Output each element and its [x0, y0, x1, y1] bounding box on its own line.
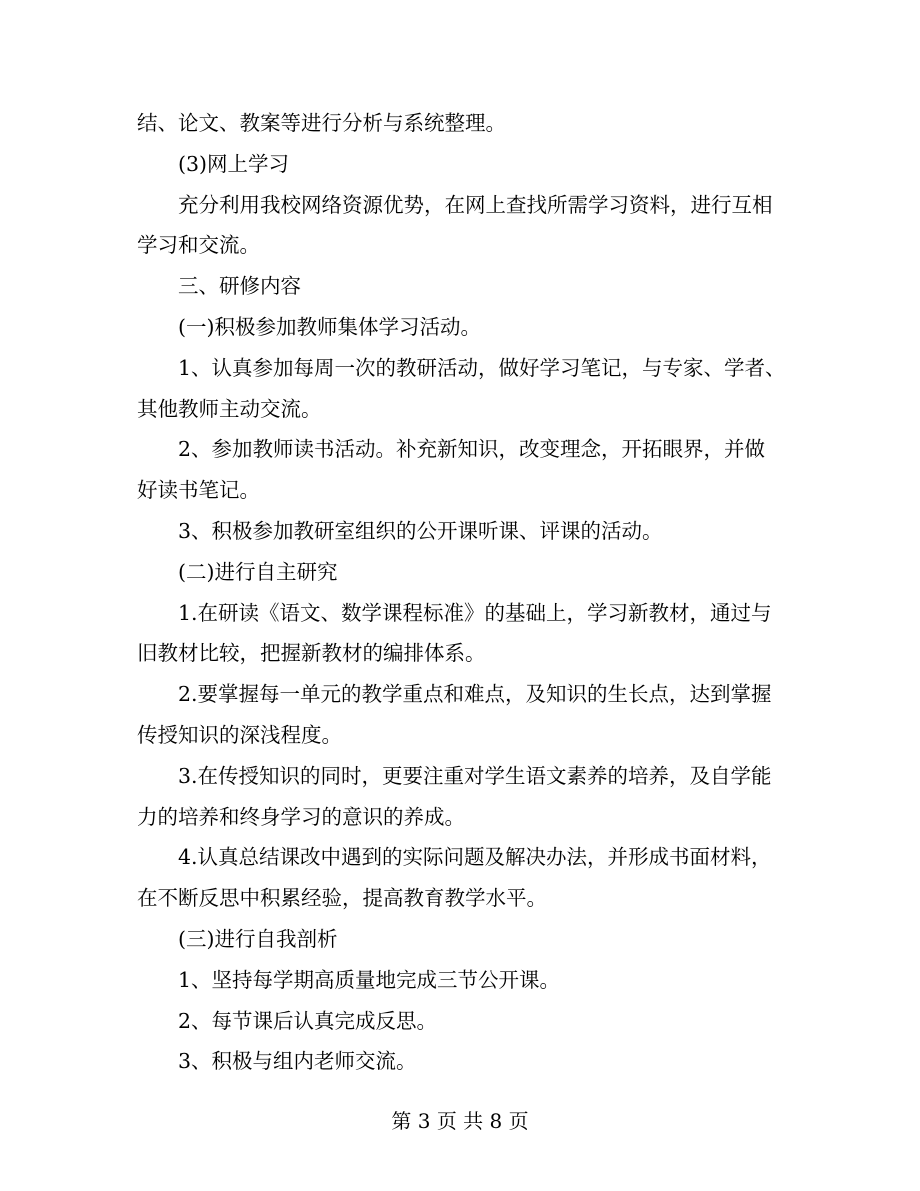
text-line: 三、研修内容 [178, 274, 301, 299]
text-line: 4.认真总结课改中遇到的实际问题及解决办法，并形成书面材料， [178, 845, 772, 870]
text-line: (三)进行自我剖析 [178, 926, 338, 951]
text-line: 力的培养和终身学习的意识的养成。 [137, 804, 465, 829]
text-line: 1.在研读《语文、数学课程标准》的基础上，学习新教材，通过与 [178, 600, 772, 625]
text-line: (二)进行自主研究 [178, 559, 338, 584]
text-line: 1、认真参加每周一次的教研活动，做好学习笔记，与专家、学者、 [178, 355, 786, 380]
text-line: 结、论文、教案等进行分析与系统整理。 [137, 111, 506, 135]
text-line: 3、积极参加教研室组织的公开课听课、评课的活动。 [178, 518, 663, 543]
text-line: 好读书笔记。 [137, 478, 260, 503]
text-line: 学习和交流。 [137, 233, 260, 258]
document-body [137, 103, 792, 1082]
text-line: 3.在传授知识的同时，更要注重对学生语文素养的培养，及自学能 [178, 763, 772, 788]
text-line: 2、每节课后认真完成反思。 [178, 1008, 438, 1033]
text-line: (一)积极参加教师集体学习活动。 [178, 314, 481, 339]
text-line: 2、参加教师读书活动。补充新知识，改变理念，开拓眼界，并做 [178, 437, 766, 462]
text-line: 2.要掌握每一单元的教学重点和难点，及知识的生长点，达到掌握 [178, 682, 772, 707]
page-footer: 第 3 页 共 8 页 [391, 1109, 529, 1133]
text-line: 其他教师主动交流。 [137, 396, 322, 421]
text-line: 在不断反思中积累经验，提高教育教学水平。 [137, 886, 547, 911]
text-line: 旧教材比较，把握新教材的编排体系。 [137, 641, 486, 666]
text-line: 3、积极与组内老师交流。 [178, 1049, 417, 1074]
text-line: (3)网上学习 [178, 151, 290, 176]
text-line: 充分利用我校网络资源优势，在网上查找所需学习资料，进行互相 [178, 192, 773, 217]
text-line: 1、坚持每学期高质量地完成三节公开课。 [178, 967, 561, 992]
text-line: 传授知识的深浅程度。 [137, 722, 342, 747]
